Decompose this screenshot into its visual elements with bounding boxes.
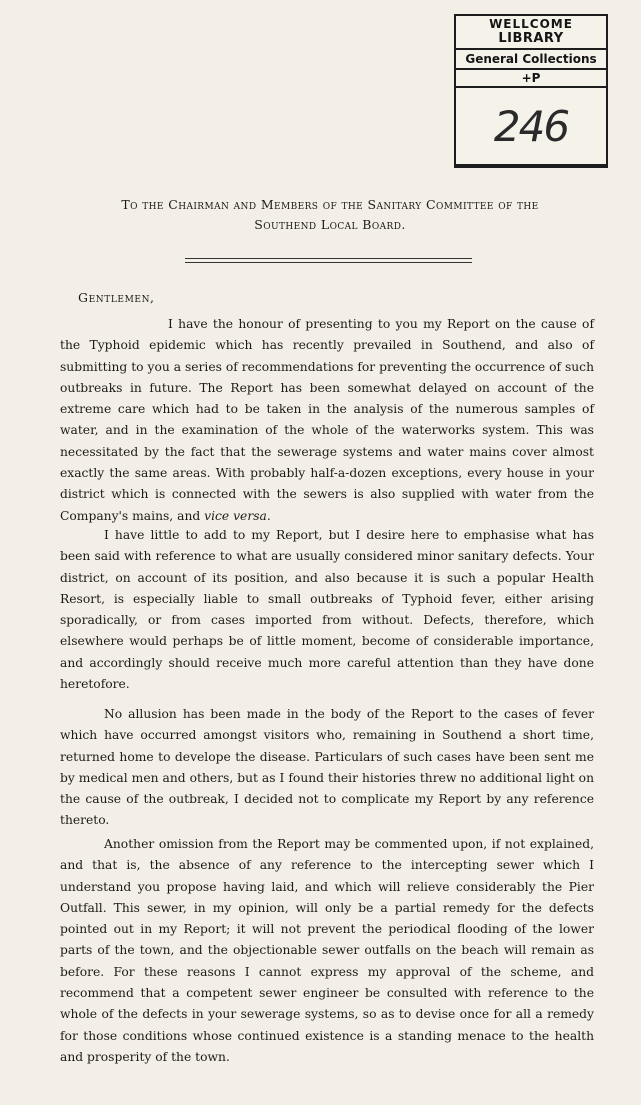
stamp-plus-p: +P	[456, 70, 606, 88]
stamp-library: LIBRARY	[456, 32, 606, 50]
document-heading	[60, 195, 600, 235]
heading-line-2: Southend Local Board.	[254, 217, 406, 232]
paragraph-1-end: .	[266, 508, 271, 523]
stamp-wellcome: WELLCOME	[489, 17, 573, 31]
salutation: Gentlemen,	[78, 290, 155, 305]
stamp-handwritten-number: 246	[493, 102, 569, 151]
stamp-general-collections: General Collections	[456, 50, 606, 70]
library-stamp	[454, 14, 608, 168]
paragraph-2: I have little to add to my Report, but I desire here to emphasise what has been said with reference to what are usually considered minor sanitary defects. Your district, on account of its position, and also because it is such a popular Health Resort, is especially liable to small outbreaks of Typhoid fever, either arising sporadically, or from cases imported from without. Defects, therefore, which elsewhere would perhaps be of little moment, become of considerable importance, and accordingly should receive much more careful attention than they have done heretofore.	[60, 528, 594, 692]
paragraph-1-text: I have the honour of presenting to you my Report on the cause of the Typhoid epidemic which has recently prevailed in Southend, and also of submitting to you a series of recommendations for preventing the occurrence of such outbreaks in future. The Report has been somewhat delayed on account of the extreme care which had to be taken in the analysis of the numerous samples of water, and in the examination of the whole of the waterworks system. This was necessitated by the fact that the sewerage systems and water mains cover almost exactly the same areas. With probably half-a-dozen exceptions, every house in your district which is connected with the sewers is also supplied with water from the Company's mains, and	[60, 317, 594, 523]
paragraph-3: No allusion has been made in the body of the Report to the cases of fever which have occurred amongst visitors who, remaining in Southend a short time, returned home to develope the disease. Particulars of such cases have been sent me by medical men and others, but as I found their histories threw no additional light on the cause of the outbreak, I decided not to complicate my Report by any reference thereto.	[60, 707, 594, 828]
paragraph-1-italic: vice versa	[204, 508, 267, 523]
paragraph-4: Another omission from the Report may be commented upon, if not explained, and that is, the absence of any reference to the intercepting sewer which I understand you propose having laid, and which will relieve considerably the Pier Outfall. This sewer, in my opinion, will only be a partial remedy for the defects pointed out in my Report; it will not prevent the periodical flooding of the lower parts of the town, and the objectionable sewer outfalls on the beach will remain as before. For these reasons I cannot express my approval of the scheme, and recommend that a competent sewer engineer be consulted with reference to the whole of the defects in your sewerage systems, so as to devise once for all a remedy for those conditions whose continued existence is a standing menace to the health and prosperity of the town.	[60, 837, 594, 1064]
paragraph-1	[60, 314, 594, 527]
double-rule-divider	[185, 258, 472, 263]
heading-line-1: To the Chairman and Members of the Sanitary Committee of the	[121, 197, 539, 212]
